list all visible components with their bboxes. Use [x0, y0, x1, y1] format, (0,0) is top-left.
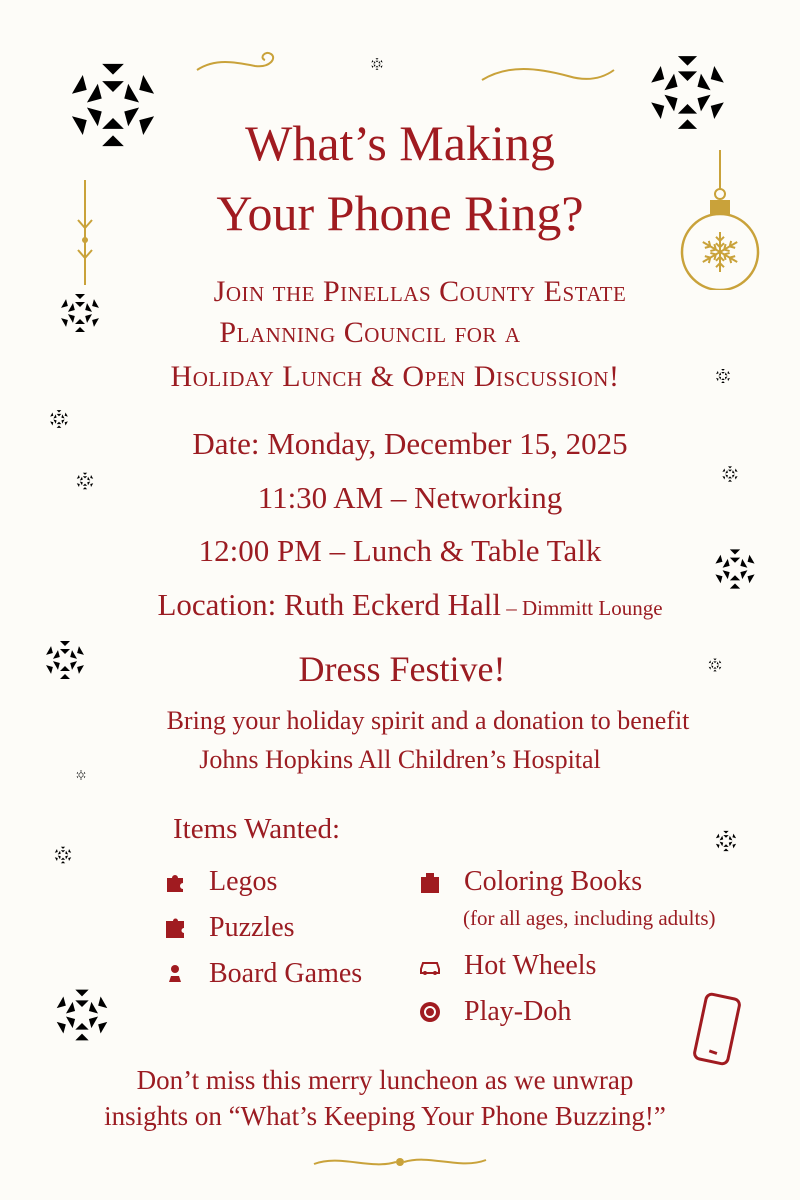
- swirl-ornament: [478, 62, 618, 88]
- item-label: Play-Doh: [464, 996, 572, 1027]
- list-item-hot-wheels: [418, 950, 596, 982]
- snowflake-icon: [50, 842, 76, 868]
- list-item-legos: [163, 866, 277, 898]
- snowflake-icon: [710, 825, 742, 857]
- item-label: Coloring Books: [464, 866, 643, 897]
- snowflake-icon: [368, 55, 386, 73]
- dress-code: Dress Festive!: [298, 649, 506, 689]
- donation-line-2: Johns Hopkins All Children’s Hospital: [199, 745, 601, 774]
- items-wanted-title: Items Wanted:: [173, 813, 341, 845]
- phone-icon: [690, 990, 746, 1070]
- item-label: Hot Wheels: [464, 950, 597, 981]
- play-doh-icon: [418, 1000, 442, 1024]
- puzzle-piece-icon: [163, 870, 187, 894]
- list-item-play-doh: [418, 996, 571, 1028]
- list-item-coloring-books: [418, 866, 642, 898]
- donation-line-1: Bring your holiday spirit and a donation to benefit: [166, 706, 690, 735]
- swirl-ornament: [310, 1150, 490, 1174]
- closing-text: [0, 1062, 785, 1134]
- item-label: Board Games: [209, 958, 363, 989]
- intro-line-3: Holiday Lunch & Open Discussion!: [170, 360, 620, 393]
- event-date: Date: Monday, December 15, 2025: [192, 426, 628, 461]
- list-item-board-games: [163, 958, 362, 990]
- item-label: Legos: [209, 866, 278, 897]
- closing-line-2: insights on “What’s Keeping Your Phone Buzzing!”: [104, 1101, 666, 1131]
- swirl-ornament: [195, 48, 285, 78]
- coloring-book-icon: [418, 870, 442, 894]
- coloring-books-note: (for all ages, including adults): [463, 906, 716, 930]
- networking-time: 11:30 AM – Networking: [257, 480, 563, 515]
- location-room: – Dimmitt Lounge: [500, 596, 663, 620]
- title-line-1: What’s Making: [245, 115, 555, 171]
- list-item-puzzles: [163, 912, 295, 944]
- puzzle-icon: [163, 916, 187, 940]
- closing-line-1: Don’t miss this merry luncheon as we unwrap: [136, 1065, 634, 1095]
- intro-line-2: Planning Council for a: [219, 316, 521, 349]
- board-game-pawn-icon: [163, 962, 187, 986]
- event-location: [10, 587, 800, 623]
- title-line-2: Your Phone Ring?: [216, 185, 584, 241]
- item-label: Puzzles: [209, 912, 295, 943]
- page-title: [0, 108, 800, 248]
- lunch-time: 12:00 PM – Lunch & Table Talk: [198, 533, 602, 568]
- location-name: Location: Ruth Eckerd Hall: [157, 587, 501, 622]
- toy-car-icon: [418, 954, 442, 978]
- intro-line-1: Join the Pinellas County Estate: [213, 275, 627, 308]
- snowflake-icon: [42, 975, 122, 1055]
